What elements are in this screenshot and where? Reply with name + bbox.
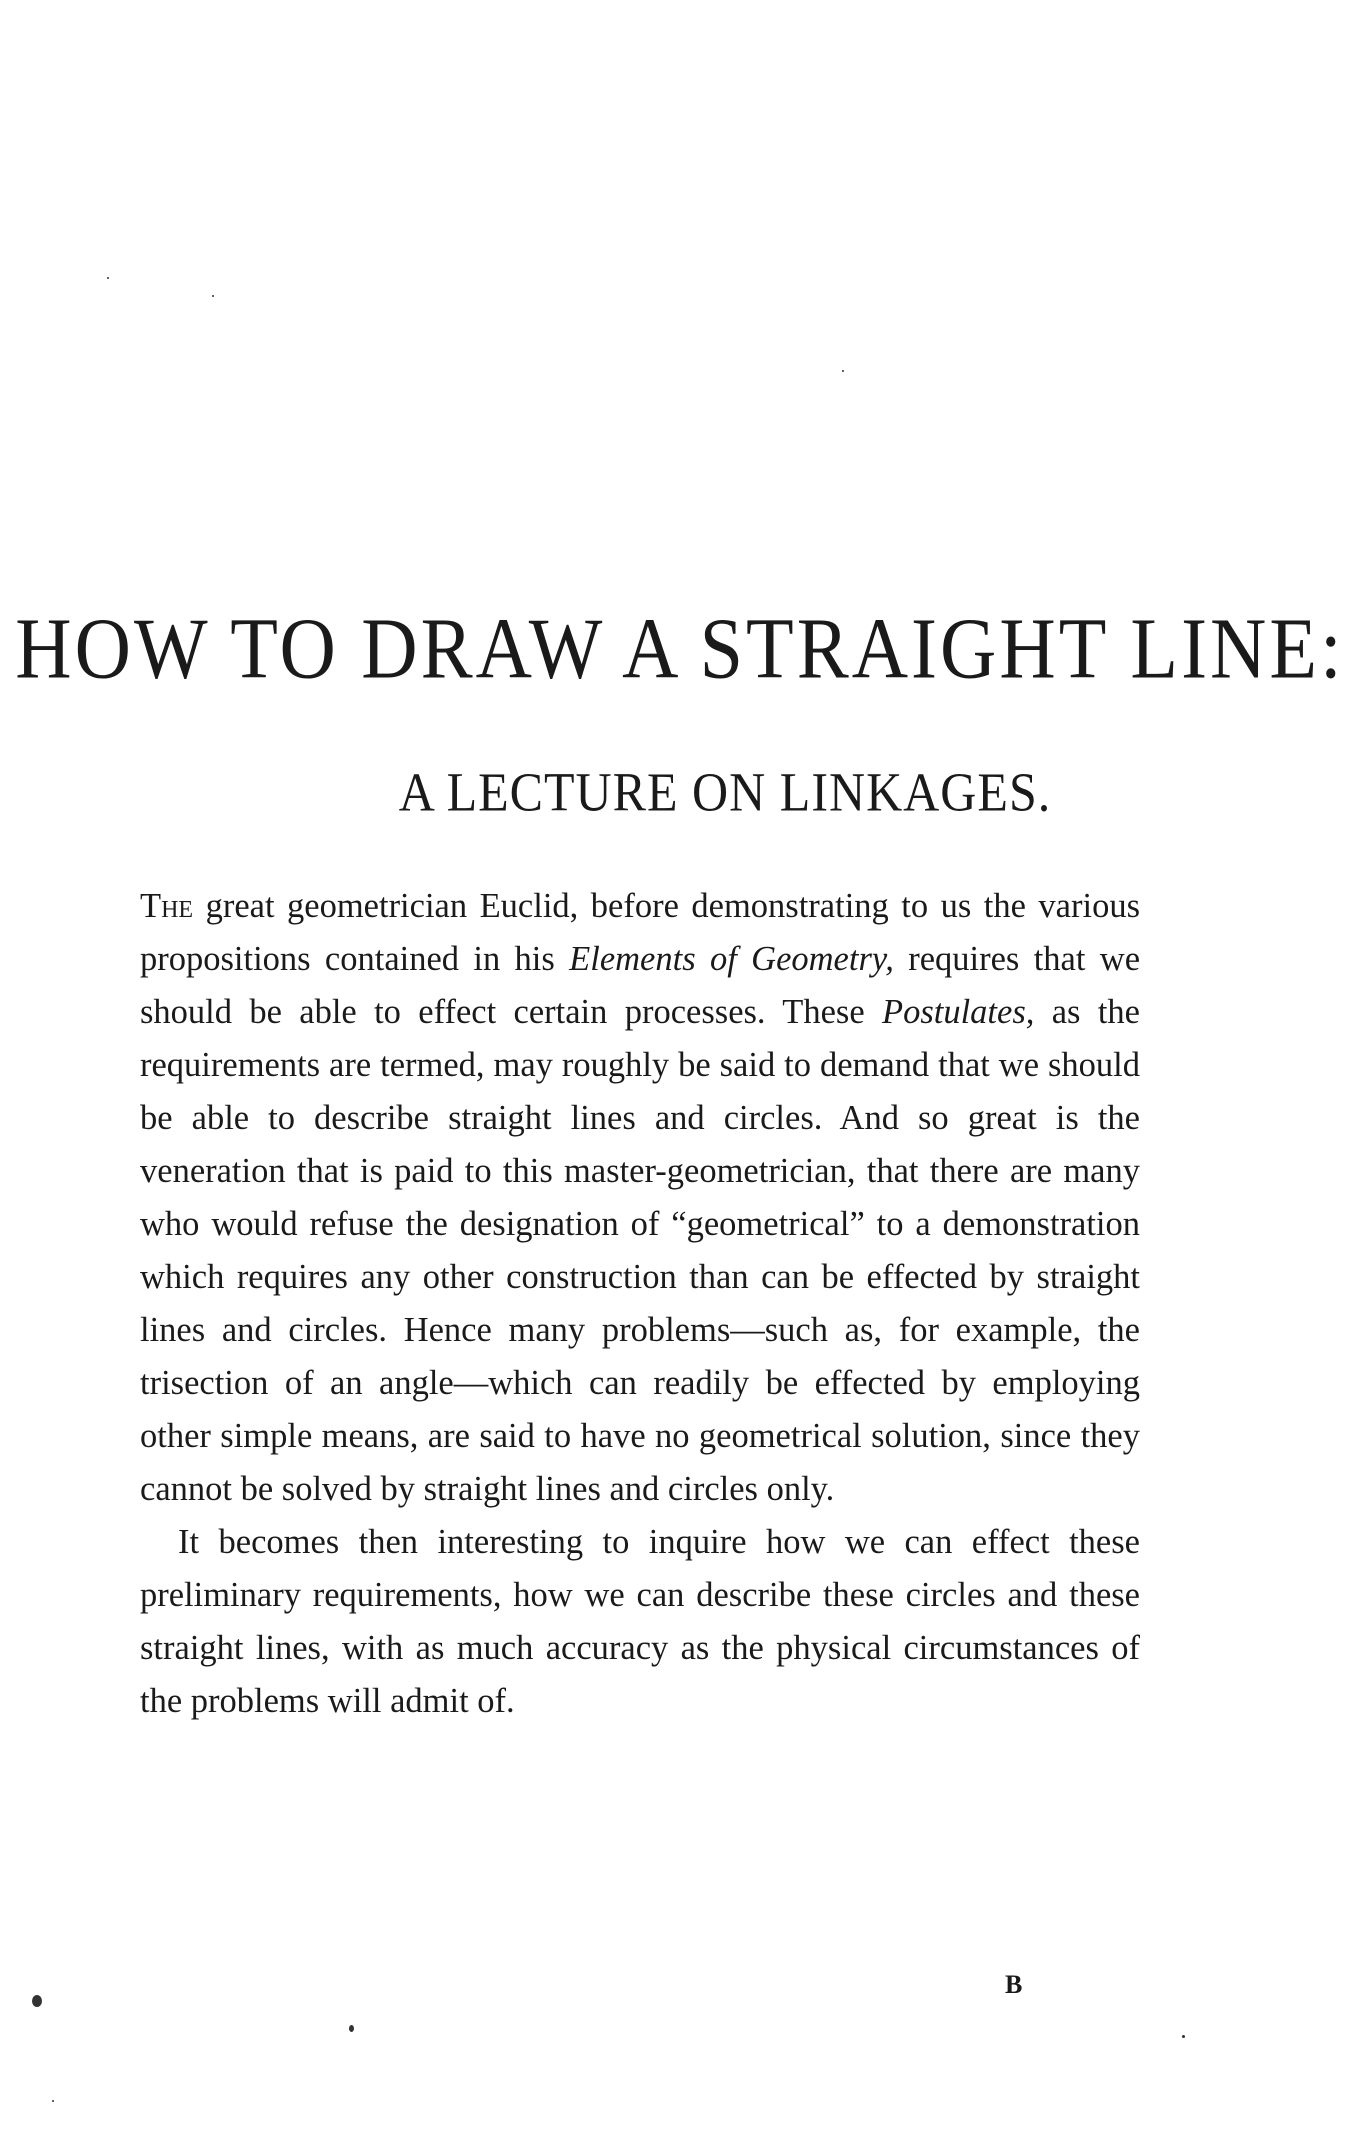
signature-mark: B [1005,1970,1023,1999]
ink-speck [32,1995,42,2007]
ink-speck [1182,2035,1185,2038]
ink-speck [349,2025,354,2032]
paragraph-2: It becomes then interesting to inquire how we can effect these preliminary requirements, how we can describe these circles and these straight lines, with as much accuracy as the physical circumstances of the problems will admit of. [140,1523,1140,1720]
ink-speck [212,295,214,297]
paragraph-1 [140,880,1140,1516]
paragraph-1-italic-1: Elements of Geometry, [569,940,894,978]
ink-speck [52,2100,54,2102]
paragraph-1-part-3: as the requirements are termed, may roughly be said to demand that we should be able to describe straight lines and circles. And so great is the veneration that is paid to this master-geometrician, that there are many who would refuse the designation of “geometrical” to a demonstration which requires any other construction than can be effected by straight lines and circles. Hence many problems—such as, for example, the trisection of an angle—which can readily be effected by employing other simple means, are said to have no geometrical solution, since they cannot be solved by straight lines and circles only. [140,993,1140,1508]
ink-speck [107,277,109,279]
ink-speck [842,370,844,372]
paragraph-1-part-1: great geometrician Euclid, before demonstrating to us the various propositions contained in his [140,887,1140,978]
page-subtitle: A LECTURE ON LINKAGES. [398,761,1052,823]
paragraph-1-lead: The [140,887,194,925]
paragraph-1-part-2: requires that we should be able to effect certain processes. These [140,940,1141,1031]
body-text [140,880,1140,1728]
page-title: HOW TO DRAW A STRAIGHT LINE: [15,599,1345,697]
paragraph-1-italic-2: Postulates, [882,993,1035,1031]
